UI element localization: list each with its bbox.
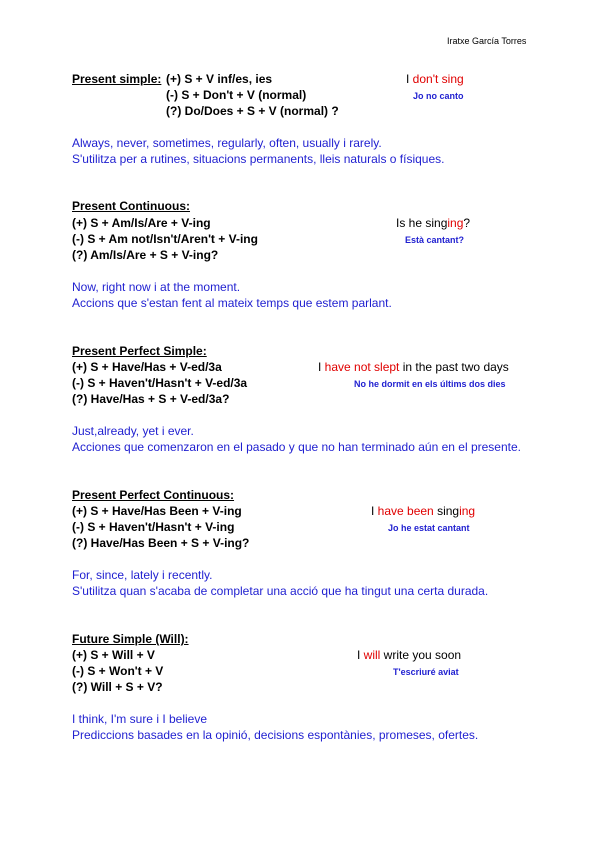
future-simple-keywords: I think, I'm sure i I believe [72, 712, 208, 726]
present-perfect-simple-negative: (-) S + Haven't/Hasn't + V-ed/3a [72, 376, 248, 390]
present-perfect-simple-example: I have not slept in the past two days [318, 360, 509, 374]
present-perfect-simple-heading: Present Perfect Simple: [72, 344, 207, 358]
present-simple-usage: S'utilitza per a rutines, situacions permanents, lleis naturals o físiques. [72, 152, 445, 166]
future-simple-example: I will write you soon [357, 648, 462, 662]
present-perfect-simple-positive: (+) S + Have/Has + V-ed/3a [72, 360, 222, 374]
present-perfect-continuous-heading: Present Perfect Continuous: [72, 488, 235, 502]
future-simple-question: (?) Will + S + V? [72, 680, 163, 694]
present-continuous-usage: Accions que s'estan fent al mateix temps que estem parlant. [72, 296, 392, 310]
present-perfect-continuous-translation: Jo he estat cantant [388, 523, 470, 533]
present-simple-example: I don't sing [406, 72, 464, 86]
present-perfect-continuous-example: I have been singing [371, 504, 476, 518]
present-simple-negative: (-) S + Don't + V (normal) [166, 88, 307, 102]
future-simple-translation: T'escriuré aviat [393, 667, 459, 677]
present-continuous-positive: (+) S + Am/Is/Are + V-ing [72, 216, 211, 230]
present-perfect-simple-translation: No he dormit en els últims dos dies [354, 379, 506, 389]
present-simple-translation: Jo no canto [413, 91, 464, 101]
present-continuous-translation: Està cantant? [405, 235, 465, 245]
author-name: Iratxe García Torres [447, 36, 527, 46]
present-perfect-continuous-negative: (-) S + Haven't/Hasn't + V-ing [72, 520, 235, 534]
present-perfect-simple-usage: Acciones que comenzaron en el pasado y que no han terminado aún en el presente. [72, 440, 521, 454]
present-perfect-continuous-keywords: For, since, lately i recently. [72, 568, 213, 582]
present-perfect-continuous-question: (?) Have/Has Been + S + V-ing? [72, 536, 250, 550]
present-perfect-simple-question: (?) Have/Has + S + V-ed/3a? [72, 392, 230, 406]
present-perfect-continuous-positive: (+) S + Have/Has Been + V-ing [72, 504, 242, 518]
future-simple-usage: Prediccions basades en la opinió, decisions espontànies, promeses, ofertes. [72, 728, 479, 742]
present-perfect-continuous-usage: S'utilitza quan s'acaba de completar una acció que ha tingut una certa durada. [72, 584, 489, 598]
future-simple-heading: Future Simple (Will): [72, 632, 189, 646]
present-perfect-simple-keywords: Just,already, yet i ever. [72, 424, 194, 438]
present-simple-positive: (+) S + V inf/es, ies [166, 72, 273, 86]
future-simple-positive: (+) S + Will + V [72, 648, 155, 662]
present-simple-keywords: Always, never, sometimes, regularly, often, usually i rarely. [72, 136, 382, 150]
present-continuous-keywords: Now, right now i at the moment. [72, 280, 241, 294]
present-continuous-negative: (-) S + Am not/Isn't/Aren't + V-ing [72, 232, 258, 246]
present-simple-question: (?) Do/Does + S + V (normal) ? [166, 104, 339, 118]
present-continuous-heading: Present Continuous: [72, 199, 191, 213]
present-simple-heading: Present simple: [72, 72, 162, 86]
present-continuous-question: (?) Am/Is/Are + S + V-ing? [72, 248, 219, 262]
future-simple-negative: (-) S + Won't + V [72, 664, 164, 678]
present-continuous-example: Is he singing? [396, 216, 471, 230]
